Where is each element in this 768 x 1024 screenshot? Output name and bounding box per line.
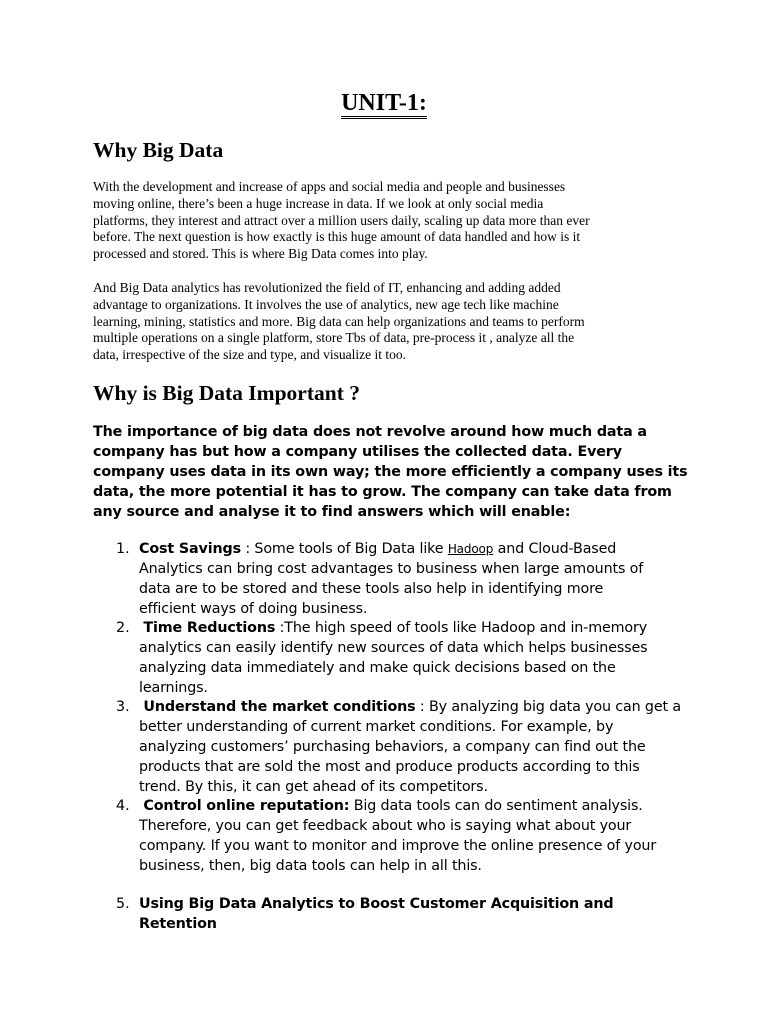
text-line: moving online, there’s been a huge increase in data. If we look at only social media: [93, 195, 544, 211]
list-number: 5.: [116, 896, 130, 912]
list-item-body: [139, 697, 699, 797]
item-title: Understand the market conditions: [143, 699, 416, 715]
text-line: better understanding of current market conditions. For example, by: [139, 719, 614, 735]
text-line: Analytics can bring cost advantages to business when large amounts of: [139, 561, 644, 577]
text-line: Therefore, you can get feedback about who is saying what about your: [139, 818, 632, 834]
text-line: any source and analyse it to find answers which will enable:: [93, 504, 571, 520]
hadoop-link[interactable]: Hadoop: [447, 542, 494, 556]
text-line: multiple operations on a single platform, store Tbs of data, pre-process it , analyze all the: [93, 330, 575, 346]
text-line: With the development and increase of apps and social media and people and businesses: [93, 179, 566, 194]
list-number: 1.: [116, 541, 130, 557]
list-item-body: [139, 618, 699, 698]
text-line: platforms, they interest and attract over a million users daily, scaling up data more than ever: [93, 212, 590, 228]
text-line: data are to be stored and these tools also help in identifying more: [139, 581, 604, 597]
text-line: And Big Data analytics has revolutionized the field of IT, enhancing and adding added: [93, 280, 561, 295]
unit-title-text: UNIT-1:: [341, 90, 427, 119]
text-line: [139, 914, 699, 934]
list-item-body: [139, 796, 699, 876]
heading-why-big-data: Why Big Data: [93, 138, 224, 162]
list-number: 3.: [116, 699, 130, 715]
text-line: [139, 796, 699, 816]
text-line: products that are sold the most and produce products according to this: [139, 759, 640, 775]
item-title: Control online reputation:: [143, 798, 350, 814]
item-title: Using Big Data Analytics to Boost Customer Acquisition and: [139, 896, 614, 912]
text-line: before. The next question is how exactly is this huge amount of data handled and how is it: [93, 229, 581, 245]
text-line: processed and stored. This is where Big Data comes into play.: [93, 246, 428, 262]
list-item-body: [139, 539, 699, 619]
text-line: business, then, big data tools can help in all this.: [139, 858, 482, 874]
text-line: trend. By this, it can get ahead of its competitors.: [139, 779, 488, 795]
item-text: : By analyzing big data you can get a: [415, 699, 681, 715]
text-line: company has but how a company utilises the collected data. Every: [93, 444, 622, 460]
text-line: analytics can easily identify new sources of data which helps businesses: [139, 640, 648, 656]
text-line: learnings.: [139, 680, 208, 696]
text-line: [139, 697, 699, 717]
text-line: learning, mining, statistics and more. Big data can help organizations and teams to perform: [93, 313, 585, 329]
text-line: The importance of big data does not revolve around how much data a: [93, 424, 647, 440]
item-text: and Cloud-Based: [493, 541, 617, 557]
text-line: data, irrespective of the size and type, and visualize it too.: [93, 347, 407, 363]
text-line: analyzing data immediately and make quick decisions based on the: [139, 660, 616, 676]
text-line: [139, 539, 699, 559]
item-text: : Some tools of Big Data like: [240, 541, 448, 557]
unit-title: [0, 88, 768, 119]
importance-intro: [93, 422, 688, 522]
list-item-body: [139, 894, 699, 934]
heading-why-important: Why is Big Data Important ?: [93, 381, 360, 405]
item-title: Cost Savings: [139, 541, 241, 557]
text-line: data, the more potential it has to grow. The company can take data from: [93, 484, 672, 500]
text-line: company uses data in its own way; the more efficiently a company uses its: [93, 464, 688, 480]
paragraph-1: [93, 179, 683, 263]
paragraph-2: [93, 280, 683, 364]
text-line: analyzing customers’ purchasing behaviors, a company can find out the: [139, 739, 646, 755]
text-line: company. If you want to monitor and improve the online presence of your: [139, 838, 657, 854]
text-line: [139, 894, 699, 914]
list-number: 4.: [116, 798, 130, 814]
item-title: Retention: [139, 916, 217, 932]
list-number: 2.: [116, 620, 130, 636]
item-text: :The high speed of tools like Hadoop and in-memory: [275, 620, 648, 636]
text-line: [139, 618, 699, 638]
text-line: advantage to organizations. It involves the use of analytics, new age tech like machine: [93, 296, 559, 312]
text-line: efficient ways of doing business.: [139, 601, 368, 617]
item-text: Big data tools can do sentiment analysis.: [349, 798, 643, 814]
item-title: Time Reductions: [143, 620, 276, 636]
